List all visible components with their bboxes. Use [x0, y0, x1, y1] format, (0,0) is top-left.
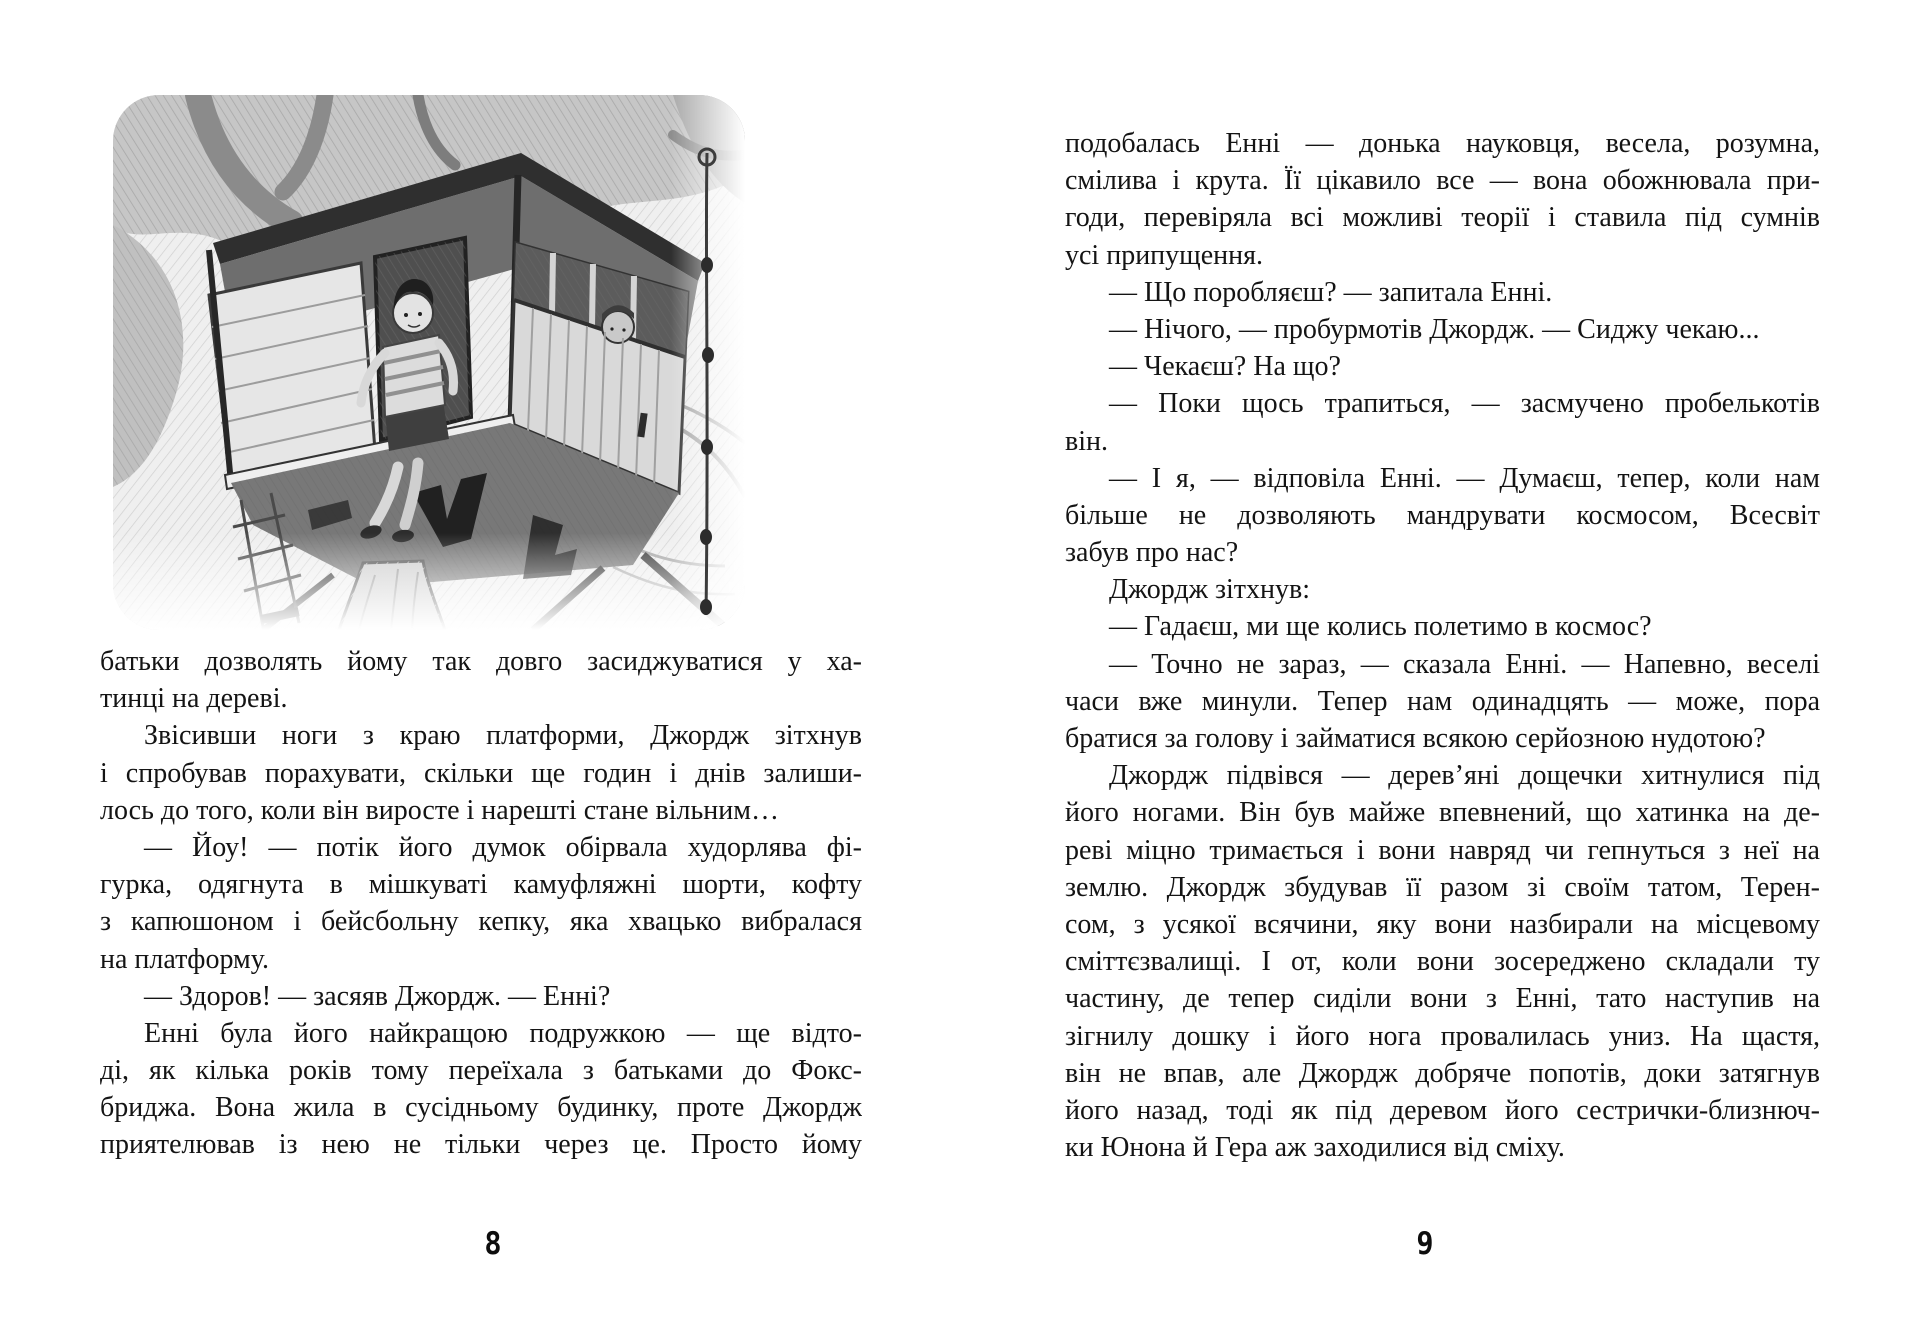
text-line: сом, з усякої всячини, яку вони назбирали на місцевому	[1065, 908, 1820, 940]
text-line: — Здоров! — засяяв Джордж. — Енні?	[144, 980, 611, 1012]
text-line: братися за голову і займатися всякою серйозною нудотою?	[1065, 723, 1766, 754]
text-line: батьки дозволять йому так довго засиджуватися у ха-	[100, 646, 862, 677]
text-line: гурка, одягнута в мішкуваті камуфляжні шорти, кофту	[100, 869, 862, 901]
text-line: більше не дозволяють мандрувати космосом, Всесвіт	[1065, 499, 1820, 531]
text-line: часи вже минули. Тепер нам одинадцять — може, пора	[1065, 685, 1820, 717]
text-line: землю. Джордж збудував її разом зі своїм татом, Терен-	[1065, 871, 1820, 903]
text-line: частину, де тепер сиділи вони з Енні, тато наступив на	[1065, 983, 1820, 1015]
page-number-left: 8	[484, 1226, 502, 1262]
page-number-right: 9	[1416, 1226, 1434, 1262]
text-line: — Поки щось трапиться, — засмучено пробелькотів	[1109, 388, 1820, 420]
right-page-text	[1065, 125, 1820, 1166]
text-line: з капюшоном і бейсбольну кепку, яка хвацько вибралася	[100, 906, 862, 938]
child-in-window	[602, 305, 634, 343]
left-page-text	[100, 643, 862, 1164]
text-line: — Гадаєш, ми ще колись полетимо в космос?	[1109, 611, 1652, 643]
text-line: усі припущення.	[1065, 239, 1263, 271]
text-line: — Йоу! — потік його думок обірвала худорлява фі-	[144, 831, 862, 863]
text-line: він не впав, але Джордж добряче попотів, доки затягнув	[1065, 1057, 1820, 1089]
page-right	[960, 0, 1920, 1325]
text-line: ді, як кілька років тому переїхала з батьками до Фокс-	[100, 1055, 862, 1087]
text-line: забув про нас?	[1065, 537, 1239, 569]
treehouse-illustration	[113, 95, 745, 630]
text-line: реві міцно тримається і вони навряд чи гепнуться з неї на	[1065, 834, 1820, 866]
text-line: і спробував порахувати, скільки ще годин і днів залиши-	[100, 757, 862, 789]
text-line: — Що поробляєш? — запитала Енні.	[1109, 276, 1553, 308]
text-line: — Нічого, — пробурмотів Джордж. — Сиджу чекаю...	[1109, 313, 1760, 345]
text-line: сміттєзвалищі. І от, коли вони зосереджено складали ту	[1065, 946, 1820, 978]
text-line: ки Юнона й Гера аж заходилися від сміху.	[1065, 1132, 1565, 1164]
text-line: на платформу.	[100, 943, 269, 975]
text-line: він.	[1065, 425, 1108, 457]
text-line: Енні була його найкращою подружкою — ще відто-	[144, 1017, 862, 1049]
text-line: смілива і крута. Її цікавило все — вона обожнювала при-	[1065, 165, 1820, 197]
text-line: лось до того, коли він виросте і нарешті стане вільним…	[100, 794, 779, 826]
text-line: Джордж підвівся — дерев’яні дощечки хитнулися під	[1109, 760, 1820, 792]
text-line: Звісивши ноги з краю платформи, Джордж зітхнув	[144, 720, 862, 752]
text-line: тинці на дереві.	[100, 683, 288, 715]
text-line: годи, перевіряла всі можливі теорії і ставила під сумнів	[1065, 202, 1820, 234]
text-line: його назад, тоді як під деревом його сестрички-близнюч-	[1065, 1094, 1820, 1126]
text-line: — Чекаєш? На що?	[1109, 351, 1341, 383]
text-line: бриджа. Вона жила в сусідньому будинку, проте Джордж	[100, 1092, 862, 1124]
text-line: — Точно не зараз, — сказала Енні. — Напевно, веселі	[1109, 648, 1820, 680]
text-line: — І я, — відповіла Енні. — Думаєш, тепер, коли нам	[1109, 462, 1820, 494]
text-line: приятелював із нею не тільки через це. Просто йому	[100, 1129, 862, 1161]
text-line: зігнилу дошку і його нога провалилась униз. На щастя,	[1065, 1020, 1820, 1052]
text-line: його ногами. Він був майже впевнений, що хатинка на де-	[1065, 797, 1820, 829]
text-line: подобалась Енні — донька науковця, весела, розумна,	[1065, 128, 1820, 159]
text-line: Джордж зітхнув:	[1109, 574, 1311, 606]
